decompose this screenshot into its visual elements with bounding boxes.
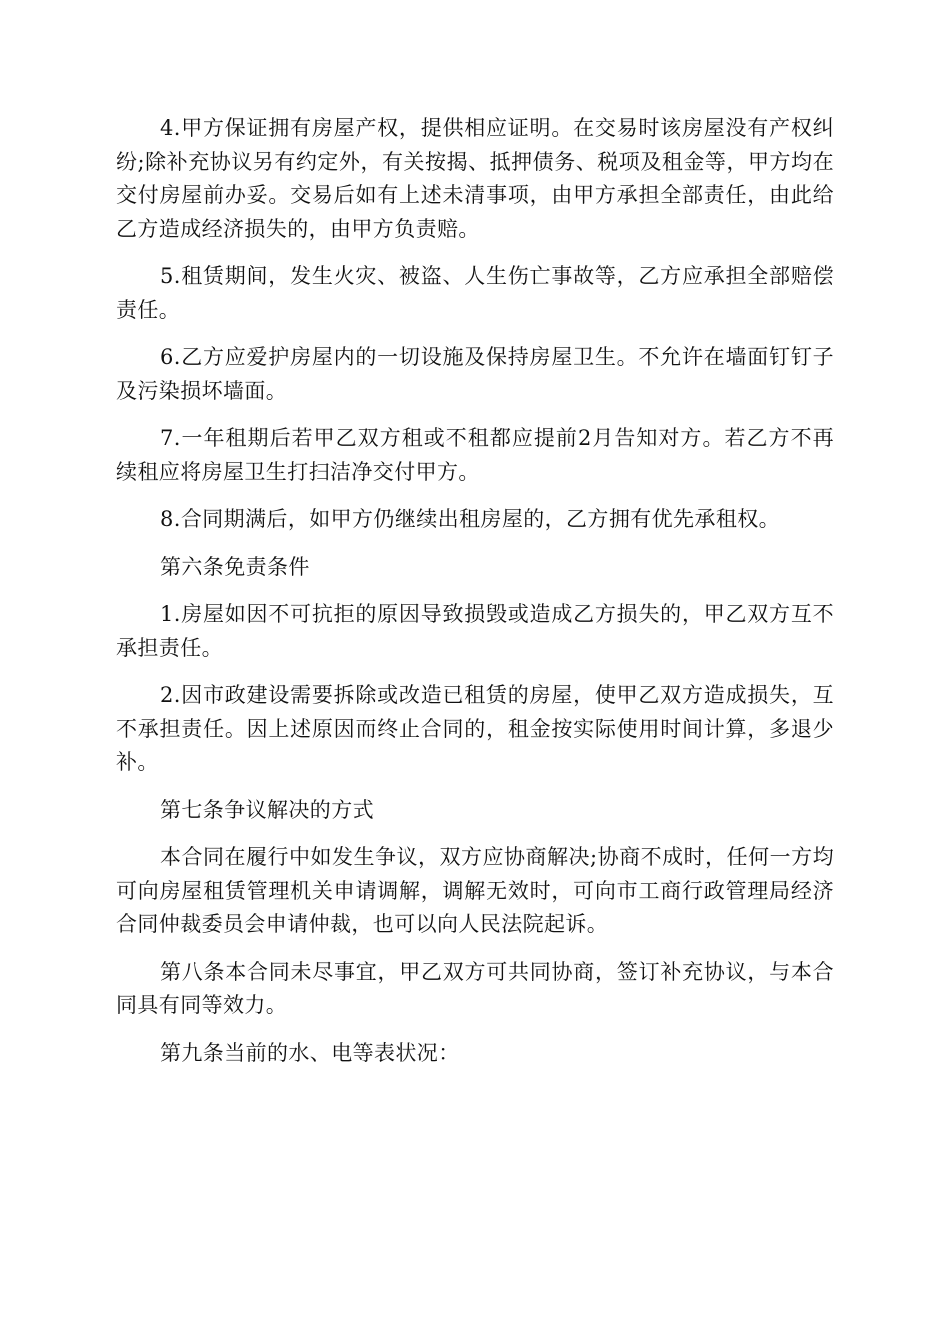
article-8-body: 第八条本合同未尽事宜，甲乙双方可共同协商，签订补充协议，与本合同具有同等效力。 (116, 959, 834, 1017)
clause-7-renewal-notice: 7.一年租期后若甲乙双方租或不租都应提前2月告知对方。若乙方不再续租应将房屋卫生打扫洁净交付甲方。 (116, 426, 834, 484)
clause-6-care-of-facilities: 6.乙方应爱护房屋内的一切设施及保持房屋卫生。不允许在墙面钉钉子及污染损坏墙面。 (116, 345, 834, 403)
article-6-item-2: 2.因市政建设需要拆除或改造已租赁的房屋，使甲乙双方造成损失，互不承担责任。因上述原因而终止合同的，租金按实际使用时间计算，多退少补。 (116, 683, 834, 774)
article-9-heading: 第九条当前的水、电等表状况： (160, 1040, 460, 1065)
clause-5-lease-accidents: 5.租赁期间，发生火灾、被盗、人生伤亡事故等，乙方应承担全部赔偿责任。 (116, 264, 834, 322)
article-6-item-1: 1.房屋如因不可抗拒的原因导致损毁或造成乙方损失的，甲乙双方互不承担责任。 (116, 602, 834, 660)
clause-8-priority-lease: 8.合同期满后，如甲方仍继续出租房屋的，乙方拥有优先承租权。 (160, 507, 781, 531)
article-6-heading: 第六条免责条件 (160, 554, 310, 579)
document-page (116, 112, 834, 1084)
article-7-body: 本合同在履行中如发生争议，双方应协商解决;协商不成时，任何一方均可向房屋租赁管理机关申请调解，调解无效时，可向市工商行政管理局经济合同仲裁委员会申请仲裁，也可以向人民法院起诉。 (116, 845, 834, 936)
article-7-heading: 第七条争议解决的方式 (160, 797, 374, 822)
clause-4-owner-guarantee: 4.甲方保证拥有房屋产权，提供相应证明。在交易时该房屋没有产权纠纷;除补充协议另有约定外，有关按揭、抵押债务、税项及租金等，甲方均在交付房屋前办妥。交易后如有上述未清事项，由甲方承担全部责任，由此给乙方造成经济损失的，由甲方负责赔。 (116, 116, 834, 241)
